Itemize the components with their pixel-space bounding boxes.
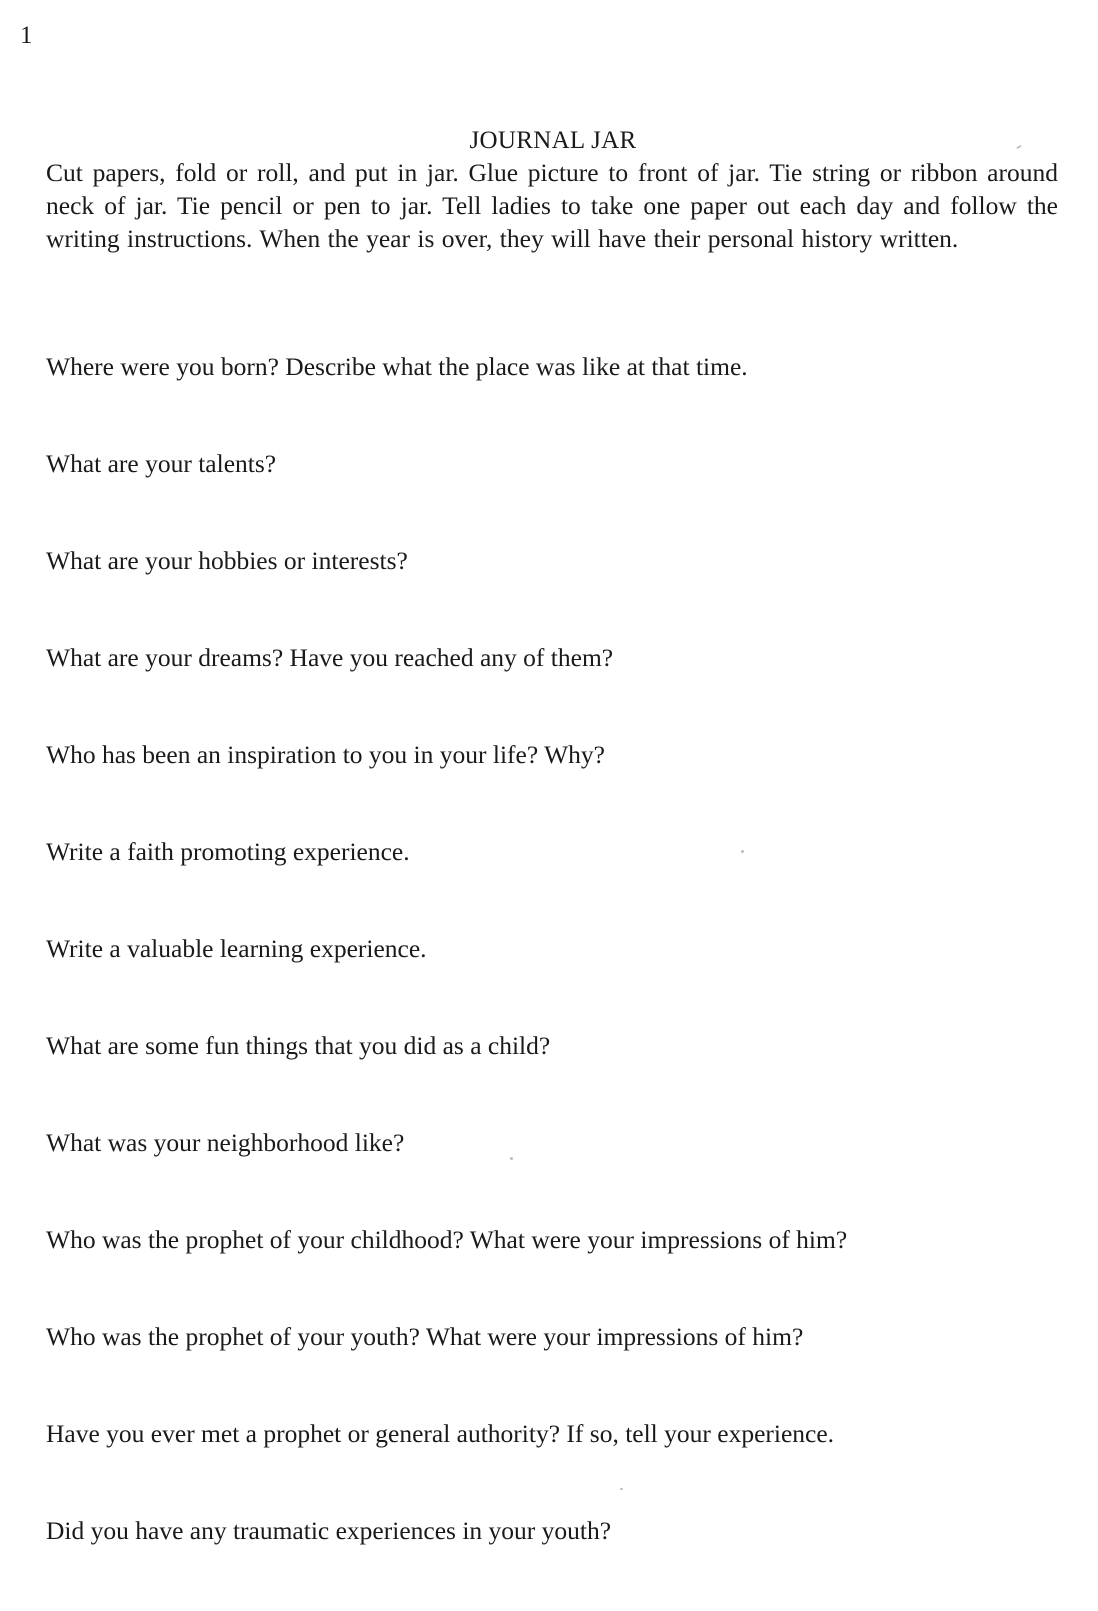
prompt-item: Have you ever met a prophet or general authority? If so, tell your experience.	[46, 1419, 835, 1448]
prompt-item: What are some fun things that you did as a child?	[46, 1031, 551, 1060]
instructions-paragraph: Cut papers, fold or roll, and put in jar. Glue picture to front of jar. Tie string or ribbon around neck of jar. Tie pencil or pen to jar. Tell ladies to take one paper out each day and follow the writing instructions. When the year is over, they will have their personal history written.	[46, 158, 1058, 253]
prompt-list	[46, 350, 1046, 1611]
scan-speck	[620, 1488, 623, 1490]
prompt-item: What are your hobbies or interests?	[46, 546, 408, 575]
page-number: 1	[20, 22, 33, 49]
prompt-item: What are your talents?	[46, 449, 277, 478]
prompt-item: What are your dreams? Have you reached any of them?	[46, 643, 614, 672]
prompt-item: Who was the prophet of your youth? What were your impressions of him?	[46, 1322, 804, 1351]
prompt-item: Who has been an inspiration to you in your life? Why?	[46, 740, 605, 769]
prompt-item: Write a valuable learning experience.	[46, 934, 427, 963]
prompt-item: Where were you born? Describe what the place was like at that time.	[46, 352, 748, 381]
prompt-item: What was your neighborhood like?	[46, 1128, 405, 1157]
prompt-item: Who was the prophet of your childhood? What were your impressions of him?	[46, 1225, 848, 1254]
scan-speck	[741, 850, 744, 853]
prompt-item: Write a faith promoting experience.	[46, 837, 410, 866]
document-title: JOURNAL JAR	[469, 127, 637, 154]
prompt-item: Did you have any traumatic experiences in your youth?	[46, 1516, 612, 1545]
scan-speck	[510, 1157, 513, 1160]
